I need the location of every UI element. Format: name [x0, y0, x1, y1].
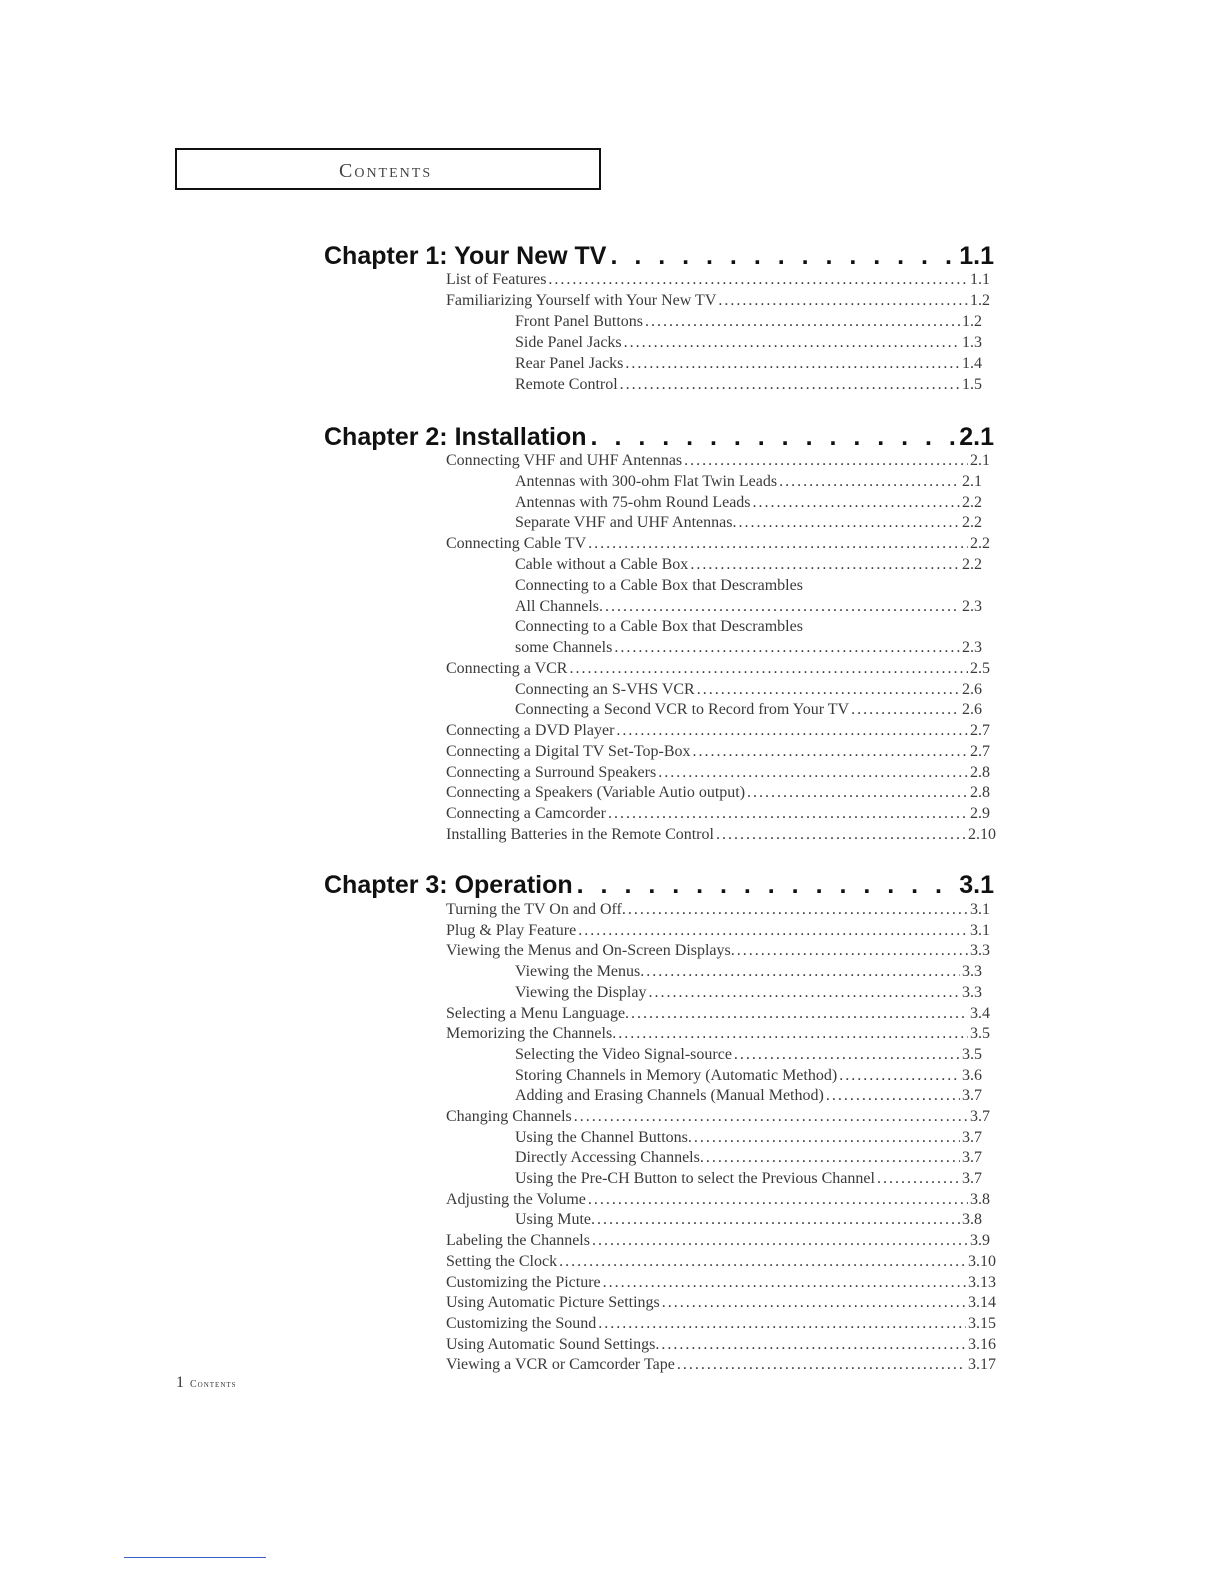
toc-subentry[interactable] [515, 1211, 988, 1231]
entry-title: Viewing the Menus. [515, 963, 645, 980]
entry-page: 2.8 [970, 764, 990, 781]
entry-page: 2.6 [962, 681, 982, 698]
entry-title: Using the Pre-CH Button to select the Previous Channel [515, 1170, 875, 1187]
entry-page: 3.7 [962, 1087, 982, 1104]
chapter-heading-1[interactable] [324, 242, 994, 272]
leader-dots [624, 334, 960, 352]
toc-entry[interactable] [446, 743, 996, 763]
entry-title: Connecting a VCR [446, 660, 568, 677]
leader-dots [578, 922, 968, 940]
leader-dots [631, 1005, 968, 1023]
leader-dots [877, 1170, 960, 1188]
leader-dots [548, 271, 968, 289]
leader-dots [694, 1129, 960, 1147]
leader-dots [851, 701, 960, 719]
toc-entry[interactable] [446, 660, 996, 680]
entry-title: Using the Channel Buttons. [515, 1129, 692, 1146]
entry-page: 2.7 [970, 743, 990, 760]
leader-dots [738, 514, 960, 532]
entry-title: Connecting a Camcorder [446, 805, 606, 822]
entry-title: Connecting VHF and UHF Antennas [446, 452, 683, 469]
leader-dots [603, 1274, 966, 1292]
leader-dots [677, 1356, 966, 1374]
entry-page: 3.9 [970, 1232, 990, 1249]
leader-dots [620, 376, 960, 394]
toc-entry[interactable] [446, 452, 996, 472]
entry-title: Connecting to a Cable Box that Descrambles [515, 577, 803, 594]
entry-page: 1.5 [962, 376, 982, 393]
entry-title: Adding and Erasing Channels (Manual Method) [515, 1087, 824, 1104]
entry-title: All Channels. [515, 598, 603, 615]
entry-page: 2.2 [970, 535, 990, 552]
entry-title: Selecting the Video Signal-source [515, 1046, 732, 1063]
toc-subentry[interactable] [515, 514, 988, 534]
entry-page: 3.16 [968, 1336, 996, 1353]
entry-page: 2.2 [962, 494, 982, 511]
chapter-heading-3[interactable] [324, 871, 994, 901]
toc-entry[interactable] [446, 1356, 996, 1376]
entry-title: Viewing the Display [515, 984, 647, 1001]
entry-title: Customizing the Sound [446, 1315, 597, 1332]
leader-dots [628, 901, 968, 919]
entry-page: 3.7 [962, 1149, 982, 1166]
toc-entry[interactable] [446, 1294, 996, 1314]
toc-subentry[interactable] [515, 1170, 988, 1190]
entry-page: 3.4 [970, 1005, 990, 1022]
entry-title: Rear Panel Jacks [515, 355, 624, 372]
entry-title: Antennas with 75-ohm Round Leads [515, 494, 751, 511]
toc-subentry[interactable] [515, 1087, 988, 1107]
chapter-page: 3.1 [959, 871, 994, 899]
entry-page: 2.5 [970, 660, 990, 677]
leader-dots [616, 722, 968, 740]
entry-title: Setting the Clock [446, 1253, 558, 1270]
leader-dots [826, 1087, 960, 1105]
entry-page: 2.6 [962, 701, 982, 718]
bottom-rule [124, 1557, 266, 1558]
leader-dots [661, 1336, 966, 1354]
toc-subentry[interactable] [515, 1067, 988, 1087]
leader-dots [718, 292, 968, 310]
entry-title: Customizing the Picture [446, 1274, 601, 1291]
entry-page: 3.6 [962, 1067, 982, 1084]
entry-title: Connecting Cable TV [446, 535, 587, 552]
chapter-page: 2.1 [959, 423, 994, 451]
entry-page: 3.7 [962, 1129, 982, 1146]
chapter-title: Chapter 3: Operation [324, 871, 573, 899]
entry-page: 3.7 [970, 1108, 990, 1125]
entry-page: 1.2 [962, 313, 982, 330]
entry-title: Selecting a Menu Language. [446, 1005, 630, 1022]
toc-subentry[interactable] [515, 1129, 988, 1149]
entry-title: Plug & Play Feature [446, 922, 577, 939]
toc-entry[interactable] [446, 901, 996, 921]
entry-page: 2.3 [962, 639, 982, 656]
entry-page: 2.8 [970, 784, 990, 801]
toc-subentry[interactable] [515, 313, 988, 333]
entry-title: some Channels [515, 639, 613, 656]
entry-page: 3.14 [968, 1294, 996, 1311]
entry-title: Side Panel Jacks [515, 334, 622, 351]
toc-entry[interactable] [446, 535, 996, 555]
entry-page: 3.17 [968, 1356, 996, 1373]
leader-dots [618, 1025, 968, 1043]
entry-page: 2.1 [970, 452, 990, 469]
leader-dots [577, 871, 956, 900]
leader-dots [608, 805, 968, 823]
leader-dots [614, 639, 960, 657]
entry-page: 2.7 [970, 722, 990, 739]
toc-entry[interactable] [446, 942, 996, 962]
entry-title: Remote Control [515, 376, 618, 393]
entry-title: Antennas with 300-ohm Flat Twin Leads [515, 473, 778, 490]
entry-title: Connecting a Digital TV Set-Top-Box [446, 743, 691, 760]
toc-subentry[interactable] [515, 639, 988, 659]
entry-title: Adjusting the Volume [446, 1191, 586, 1208]
entry-title: Cable without a Cable Box [515, 556, 689, 573]
leader-dots [588, 535, 968, 553]
chapter-page: 1.1 [959, 242, 994, 270]
entry-page: 3.8 [962, 1211, 982, 1228]
leader-dots [646, 963, 960, 981]
toc-entry[interactable] [446, 826, 996, 846]
entry-title: Connecting a Second VCR to Record from Your TV [515, 701, 850, 718]
leader-dots [592, 1232, 968, 1250]
leader-dots [734, 1046, 960, 1064]
entry-title: Connecting a DVD Player [446, 722, 615, 739]
entry-title: Using Automatic Picture Settings [446, 1294, 660, 1311]
leader-dots [697, 681, 960, 699]
toc-subentry[interactable] [515, 556, 988, 576]
entry-page: 3.13 [968, 1274, 996, 1291]
entry-title: Familiarizing Yourself with Your New TV [446, 292, 717, 309]
leader-dots [706, 1149, 960, 1167]
leader-dots [588, 1191, 968, 1209]
toc-subentry[interactable] [515, 376, 988, 396]
entry-title: List of Features [446, 271, 547, 288]
toc-entry[interactable] [446, 292, 996, 312]
leader-dots [648, 984, 960, 1002]
entry-page: 3.10 [968, 1253, 996, 1270]
chapter-title: Chapter 1: Your New TV [324, 242, 607, 270]
leader-dots [610, 242, 955, 271]
leader-dots [605, 598, 960, 616]
entry-title: Viewing a VCR or Camcorder Tape [446, 1356, 675, 1373]
entry-page: 3.15 [968, 1315, 996, 1332]
chapter-title: Chapter 2: Installation [324, 423, 587, 451]
entry-page: 2.2 [962, 556, 982, 573]
leader-dots [598, 1315, 966, 1333]
toc-subentry[interactable] [515, 473, 988, 493]
toc-subentry[interactable] [515, 984, 988, 1004]
entry-page: 1.3 [962, 334, 982, 351]
entry-title: Separate VHF and UHF Antennas. [515, 514, 737, 531]
toc-subentry[interactable] [515, 1046, 988, 1066]
leader-dots [839, 1067, 960, 1085]
page-footer [176, 1374, 237, 1392]
toc-entry[interactable] [446, 1191, 996, 1211]
toc-entry[interactable] [446, 1005, 996, 1025]
entry-title: Connecting an S-VHS VCR [515, 681, 695, 698]
leader-dots [591, 423, 956, 452]
leader-dots [737, 942, 968, 960]
leader-dots [559, 1253, 966, 1271]
entry-page: 2.9 [970, 805, 990, 822]
page-title: Contents [339, 160, 433, 182]
entry-title: Using Automatic Sound Settings. [446, 1336, 660, 1353]
toc-subentry[interactable] [515, 681, 988, 701]
leader-dots [625, 355, 960, 373]
toc-subentry[interactable] [515, 963, 988, 983]
entry-title: Directly Accessing Channels. [515, 1149, 704, 1166]
entry-title: Connecting a Speakers (Variable Autio output) [446, 784, 746, 801]
leader-dots [662, 1294, 966, 1312]
entry-title: Installing Batteries in the Remote Control [446, 826, 714, 843]
entry-page: 3.1 [970, 922, 990, 939]
leader-dots [574, 1108, 968, 1126]
footer-page-number: 1 [176, 1374, 184, 1391]
entry-page: 1.4 [962, 355, 982, 372]
leader-dots [658, 764, 968, 782]
entry-title: Connecting a Surround Speakers [446, 764, 657, 781]
entry-title: Storing Channels in Memory (Automatic Method) [515, 1067, 838, 1084]
entry-page: 3.5 [962, 1046, 982, 1063]
entry-page: 2.1 [962, 473, 982, 490]
entry-title: Changing Channels [446, 1108, 572, 1125]
entry-title: Labeling the Channels [446, 1232, 590, 1249]
toc-entry[interactable] [446, 1336, 996, 1356]
entry-page: 1.1 [970, 271, 990, 288]
entry-page: 2.10 [968, 826, 996, 843]
toc-entry[interactable] [446, 1315, 996, 1335]
leader-dots [716, 826, 966, 844]
entry-title: Front Panel Buttons [515, 313, 644, 330]
toc-entry[interactable] [446, 805, 996, 825]
toc-entry[interactable] [446, 1274, 996, 1294]
entry-title: Viewing the Menus and On-Screen Displays. [446, 942, 735, 959]
entry-page: 3.3 [962, 963, 982, 980]
toc-subentry[interactable] [515, 334, 988, 354]
entry-page: 2.2 [962, 514, 982, 531]
entry-title: Turning the TV On and Off. [446, 901, 626, 918]
entry-page: 3.5 [970, 1025, 990, 1042]
entry-page: 3.1 [970, 901, 990, 918]
header-box [175, 148, 601, 190]
toc-subentry[interactable] [515, 494, 988, 514]
leader-dots [684, 452, 968, 470]
toc-entry[interactable] [446, 922, 996, 942]
toc-entry[interactable] [446, 784, 996, 804]
toc-entry[interactable] [446, 764, 996, 784]
entry-title: Memorizing the Channels. [446, 1025, 617, 1042]
leader-dots [645, 313, 960, 331]
toc-subentry[interactable] [515, 701, 988, 721]
leader-dots [690, 556, 960, 574]
toc-entry[interactable] [446, 1253, 996, 1273]
leader-dots [692, 743, 968, 761]
leader-dots [779, 473, 960, 491]
entry-title: Connecting to a Cable Box that Descrambles [515, 618, 803, 635]
leader-dots [753, 494, 960, 512]
leader-dots [569, 660, 968, 678]
toc-entry[interactable] [446, 1025, 996, 1045]
leader-dots [597, 1211, 960, 1229]
entry-page: 3.8 [970, 1191, 990, 1208]
entry-page: 2.3 [962, 598, 982, 615]
toc-subentry[interactable] [515, 355, 988, 375]
toc-subentry-heading[interactable] [515, 618, 988, 638]
toc-subentry-heading[interactable] [515, 577, 988, 597]
toc-entry[interactable] [446, 271, 996, 291]
entry-page: 3.3 [962, 984, 982, 1001]
toc-subentry[interactable] [515, 598, 988, 618]
footer-label: Contents [190, 1379, 237, 1390]
entry-page: 3.7 [962, 1170, 982, 1187]
entry-page: 1.2 [970, 292, 990, 309]
leader-dots [747, 784, 968, 802]
toc-entry[interactable] [446, 722, 996, 742]
toc-entry[interactable] [446, 1232, 996, 1252]
entry-title: Using Mute. [515, 1211, 595, 1228]
toc-subentry[interactable] [515, 1149, 988, 1169]
entry-page: 3.3 [970, 942, 990, 959]
toc-entry[interactable] [446, 1108, 996, 1128]
chapter-heading-2[interactable] [324, 423, 994, 453]
